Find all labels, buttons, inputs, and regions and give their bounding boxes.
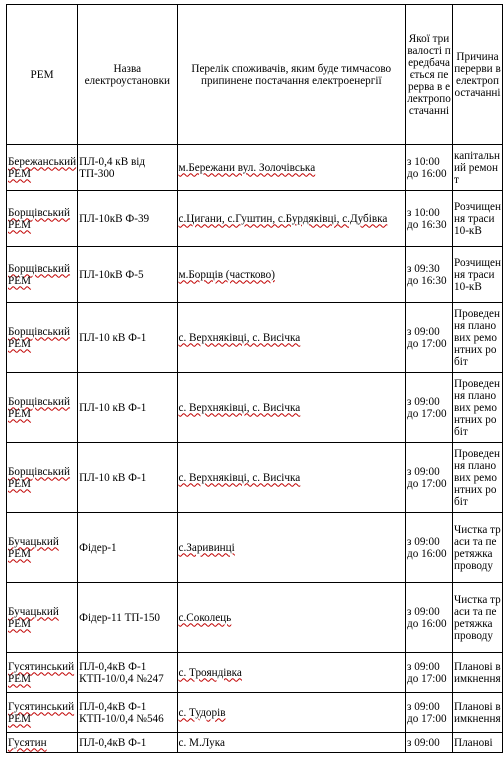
cell-reason: Планові вимкнення — [453, 653, 503, 693]
header-duration: Якої тривалості передбачається перерва в електропостачанні — [406, 5, 453, 145]
cell-time: з 09:30 до 16:30 — [406, 247, 453, 303]
cell-time: з 10:00 до 16:00 — [406, 145, 453, 191]
header-rem: РЕМ — [7, 5, 78, 145]
header-consumers: Перелік споживачів, яким буде тимчасово припинене постачання електроенергії — [177, 5, 406, 145]
header-installation: Назва електроустановки — [78, 5, 177, 145]
cell-consumers: с. Верхняківці, с. Висічка — [177, 303, 406, 373]
table-row — [7, 733, 503, 753]
cell-time: з 09:00 до 17:00 — [406, 303, 453, 373]
cell-reason: Проведення планових ремонтних робіт — [453, 443, 503, 513]
table-row — [7, 513, 503, 583]
table-row — [7, 247, 503, 303]
cell-time: з 10:00 до 16:30 — [406, 191, 453, 247]
cell-installation: ПЛ-0,4 кВ від ТП-300 — [78, 145, 177, 191]
cell-time: з 09:00 до 17:00 — [406, 653, 453, 693]
table-row — [7, 583, 503, 653]
cell-consumers: с.Соколець — [177, 583, 406, 653]
cell-rem: Борщівський РЕМ — [7, 191, 78, 247]
cell-consumers: с. Верхняківці, с. Висічка — [177, 443, 406, 513]
cell-rem: Гусятинський РЕМ — [7, 693, 78, 733]
cell-consumers: с. Верхняківці, с. Висічка — [177, 373, 406, 443]
cell-time: з 09:00 до 17:00 — [406, 373, 453, 443]
cell-reason: Планові вимкнення — [453, 693, 503, 733]
cell-consumers: с.Заривинці — [177, 513, 406, 583]
cell-consumers: с. М.Лука — [177, 733, 406, 753]
cell-rem: Борщівський РЕМ — [7, 247, 78, 303]
cell-rem: Борщівський РЕМ — [7, 373, 78, 443]
cell-rem: Бучацький РЕМ — [7, 583, 78, 653]
cell-reason: Розчищення траси 10-кВ — [453, 247, 503, 303]
header-reason: Причина перерви в електропостачанні — [453, 5, 503, 145]
cell-rem: Борщівський РЕМ — [7, 443, 78, 513]
cell-consumers: м.Борщів (частково) — [177, 247, 406, 303]
table-row — [7, 145, 503, 191]
cell-installation: ПЛ-0,4кВ Ф-1 КТП-10/0,4 №247 — [78, 653, 177, 693]
table-row — [7, 373, 503, 443]
cell-reason: Проведення планових ремонтних робіт — [453, 303, 503, 373]
outage-schedule-table — [6, 4, 503, 753]
cell-installation: ПЛ-10 кВ Ф-1 — [78, 373, 177, 443]
cell-time: з 09:00 до 16:00 — [406, 513, 453, 583]
cell-time: з 09:00 — [406, 733, 453, 753]
cell-installation: ПЛ-0,4кВ Ф-1 КТП-10/0,4 №546 — [78, 693, 177, 733]
cell-time: з 09:00 до 17:00 — [406, 693, 453, 733]
cell-installation: ПЛ-10кВ Ф-39 — [78, 191, 177, 247]
cell-rem: Гусятинський РЕМ — [7, 653, 78, 693]
cell-installation: ПЛ-10 кВ Ф-1 — [78, 443, 177, 513]
cell-time: з 09:00 до 16:00 — [406, 583, 453, 653]
cell-reason: Розчищення траси 10-кВ — [453, 191, 503, 247]
table-row — [7, 693, 503, 733]
cell-consumers: с. Тудорів — [177, 693, 406, 733]
cell-consumers: с. Трояндівка — [177, 653, 406, 693]
cell-reason: Чистка траси та перетяжка проводу — [453, 583, 503, 653]
cell-installation: ПЛ-10кВ Ф-5 — [78, 247, 177, 303]
cell-rem: Борщівський РЕМ — [7, 303, 78, 373]
cell-consumers: м.Бережани вул. Золочівська — [177, 145, 406, 191]
cell-rem: Бережанський РЕМ — [7, 145, 78, 191]
table-row — [7, 191, 503, 247]
cell-installation: ПЛ-10 кВ Ф-1 — [78, 303, 177, 373]
cell-consumers: с.Цигани, с.Гуштин, с.Бурдяківці, с.Дубівка — [177, 191, 406, 247]
table-body — [7, 145, 503, 753]
table-row — [7, 443, 503, 513]
cell-installation: Фідер-11 ТП-150 — [78, 583, 177, 653]
table-row — [7, 303, 503, 373]
cell-reason: капітальний ремонт — [453, 145, 503, 191]
cell-installation: Фідер-1 — [78, 513, 177, 583]
cell-reason: Планові — [453, 733, 503, 753]
table-header-row — [7, 5, 503, 145]
cell-rem: Бучацький РЕМ — [7, 513, 78, 583]
cell-rem: Гусятин — [7, 733, 78, 753]
cell-reason: Чистка траси та перетяжка проводу — [453, 513, 503, 583]
cell-time: з 09:00 до 17:00 — [406, 443, 453, 513]
cell-installation: ПЛ-0,4кВ Ф-1 — [78, 733, 177, 753]
table-row — [7, 653, 503, 693]
cell-reason: Проведення планових ремонтних робіт — [453, 373, 503, 443]
